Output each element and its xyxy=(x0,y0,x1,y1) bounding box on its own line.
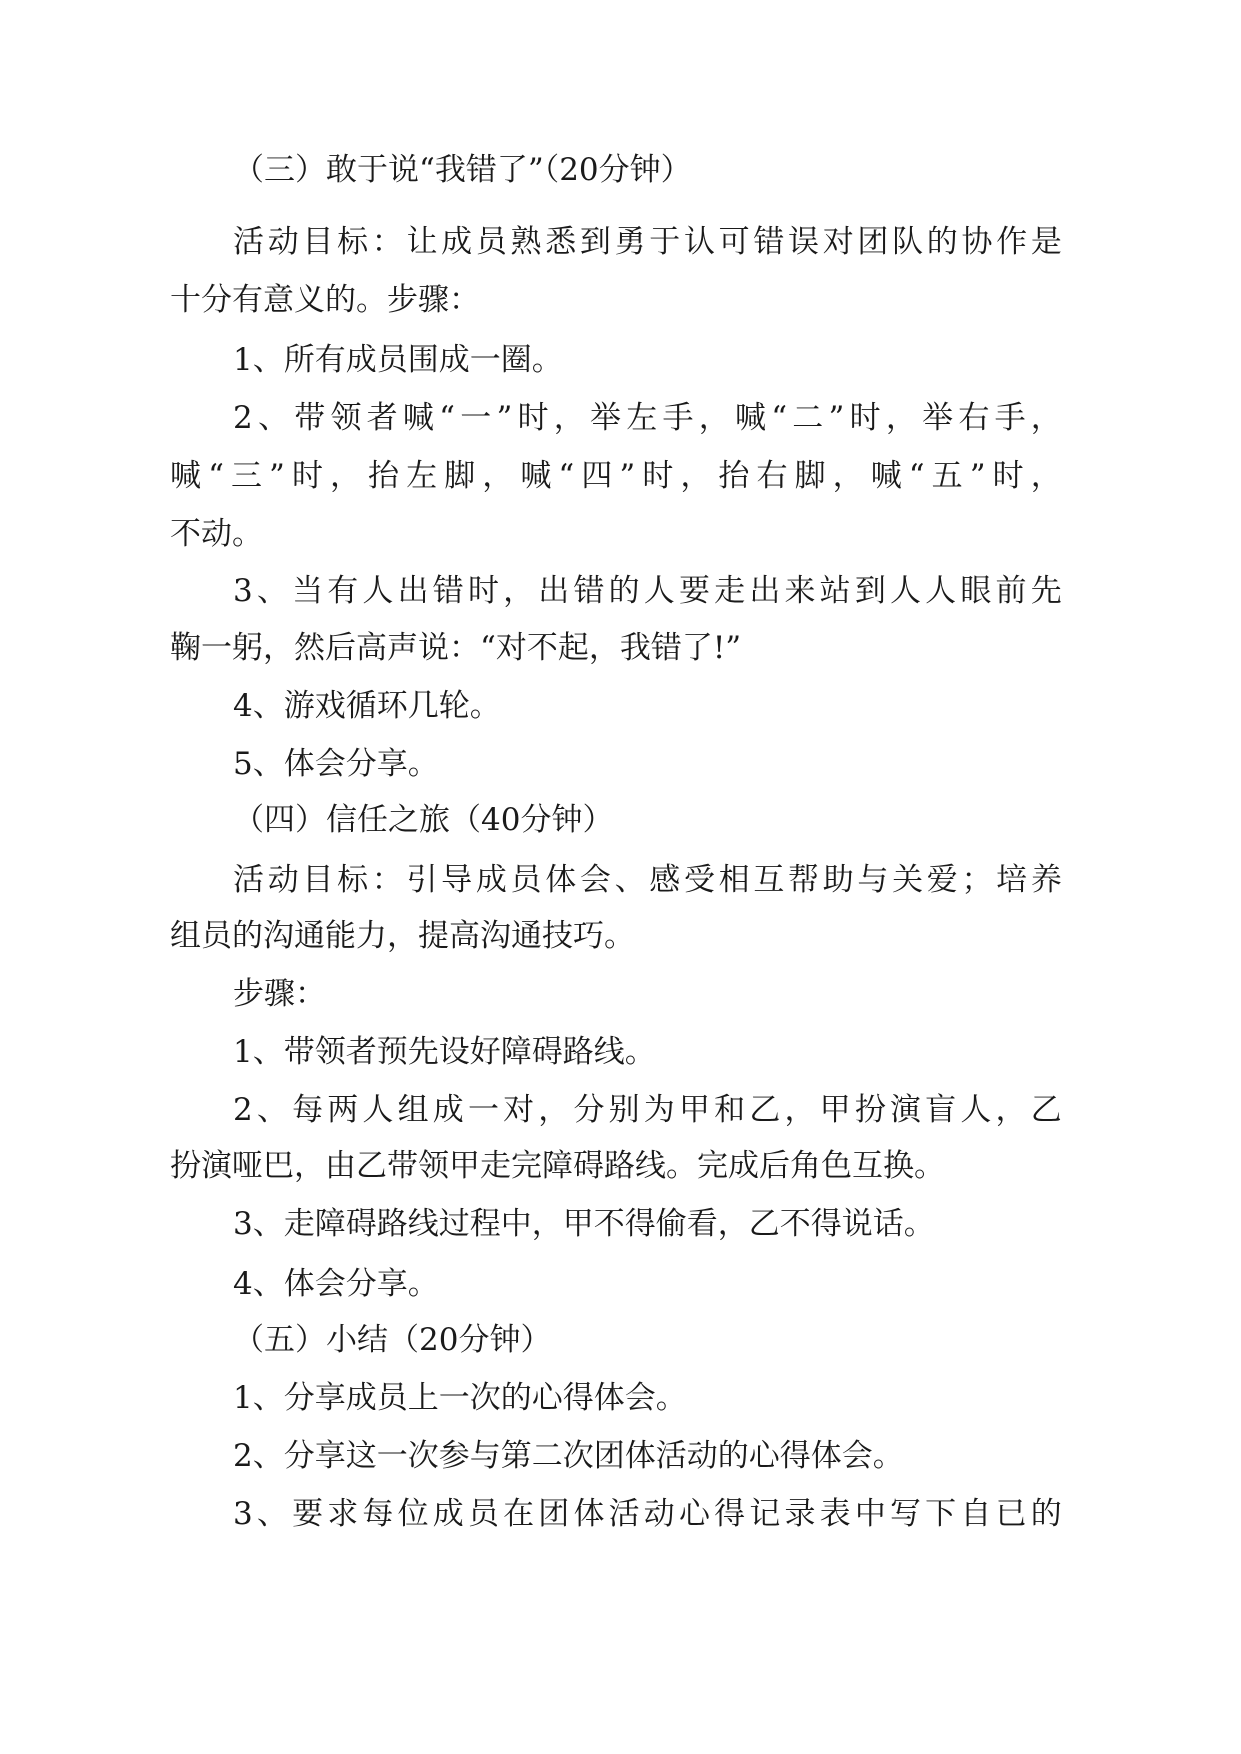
heading-section-3: （三）敢于说“我错了”（20分钟） xyxy=(233,152,692,188)
list-item: 4、游戏循环几轮。 xyxy=(233,688,501,724)
list-item: 2 、 每 两 人 组 成 一 对 ， 分 别 为 甲 和 乙 ， 甲 扮 演 盲 人 ， 乙 xyxy=(233,1092,1062,1128)
list-item: 3、走障碍路线过程中，甲不得偷看，乙不得说话。 xyxy=(233,1206,935,1242)
paragraph-line: 鞠一躬，然后高声说：“对不起，我错了!” xyxy=(170,630,742,666)
paragraph-line: 活 动 目 标 ： 引 导 成 员 体 会 、 感 受 相 互 帮 助 与 关 爱 ； 培 养 xyxy=(233,862,1062,898)
paragraph-line: 步骤： xyxy=(233,976,326,1012)
list-item: 4、体会分享。 xyxy=(233,1266,439,1302)
heading-section-4: （四）信任之旅（40分钟） xyxy=(233,802,614,838)
paragraph-line: 喊 “ 三 ” 时 ， 抬 左 脚 ， 喊 “ 四 ” 时 ， 抬 右 脚 ， 喊 “ 五 ” 时 ， xyxy=(170,458,1062,494)
list-item: 2 、 带 领 者 喊 “ 一 ” 时 ， 举 左 手 ， 喊 “ 二 ” 时 ， 举 右 手 ， xyxy=(233,400,1062,436)
paragraph-line: 不动。 xyxy=(170,516,263,552)
list-item: 1、分享成员上一次的心得体会。 xyxy=(233,1380,687,1416)
paragraph-line: 十分有意义的。步骤： xyxy=(170,282,480,318)
list-item: 1、所有成员围成一圈。 xyxy=(233,342,563,378)
paragraph-line: 扮演哑巴，由乙带领甲走完障碍路线。完成后角色互换。 xyxy=(170,1148,945,1184)
paragraph-line: 活 动 目 标 ： 让 成 员 熟 悉 到 勇 于 认 可 错 误 对 团 队 的 协 作 是 xyxy=(233,224,1062,260)
heading-section-5: （五）小结（20分钟） xyxy=(233,1322,552,1358)
list-item: 2、分享这一次参与第二次团体活动的心得体会。 xyxy=(233,1438,904,1474)
list-item: 3 、 要 求 每 位 成 员 在 团 体 活 动 心 得 记 录 表 中 写 下 自 已 的 xyxy=(233,1496,1062,1532)
list-item: 1、带领者预先设好障碍路线。 xyxy=(233,1034,656,1070)
paragraph-line: 组员的沟通能力，提高沟通技巧。 xyxy=(170,918,635,954)
list-item: 3 、 当 有 人 出 错 时 ， 出 错 的 人 要 走 出 来 站 到 人 人 眼 前 先 xyxy=(233,573,1062,609)
list-item: 5、体会分享。 xyxy=(233,746,439,782)
